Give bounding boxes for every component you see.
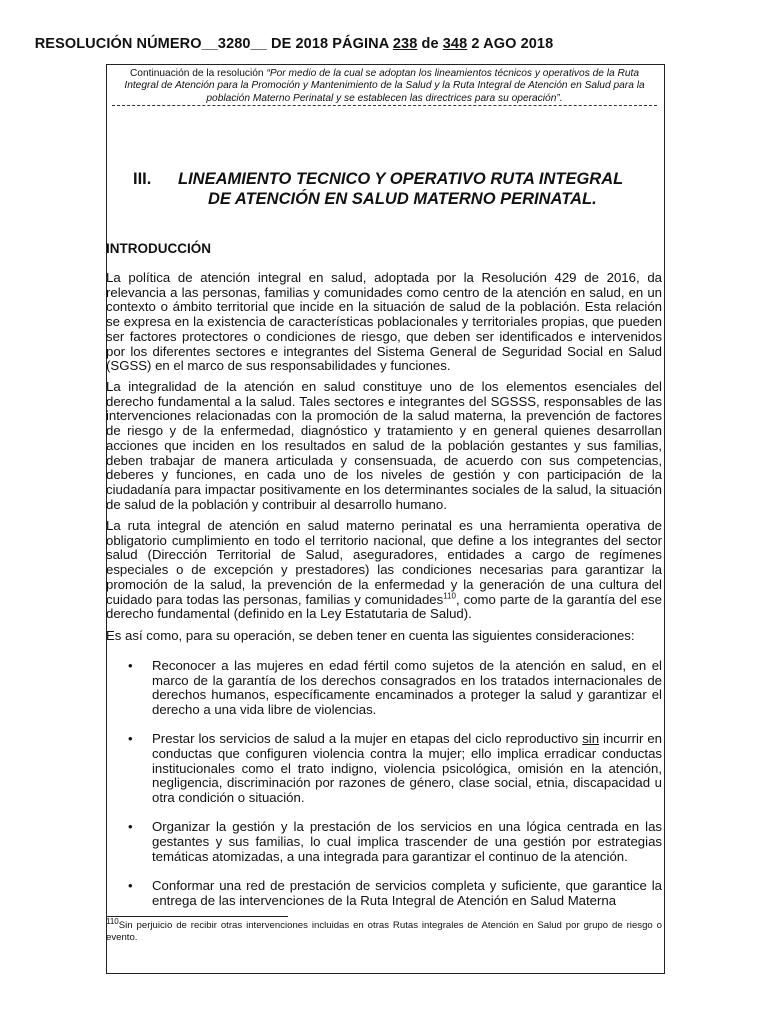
paragraph-3 (106, 519, 662, 622)
resolution-header (0, 36, 588, 52)
section-title-line-1: LINEAMIENTO TECNICO Y OPERATIVO RUTA INTEGRAL (178, 170, 624, 188)
total-pages: 348 (442, 36, 468, 52)
bullet-icon: • (128, 731, 133, 747)
list-item (106, 659, 662, 718)
header-date: 2 AGO 2018 (467, 36, 554, 52)
list-item-text: Prestar los servicios de salud a la mujer en etapas del ciclo reproductivo (152, 731, 583, 747)
footnote (106, 916, 662, 944)
list-item (106, 732, 662, 806)
considerations-list (106, 659, 662, 923)
bullet-icon: • (128, 877, 133, 893)
list-item-text: Reconocer a las mujeres en edad fértil como sujetos de la atención en salud, en el marco de la garantía de los derechos consagrados en los tratados internacionales de derechos humanos, específicamente encaminados a proteger la salud y garantizar el derecho a una vida libre de violencias. (152, 658, 662, 718)
paragraph-text: La ruta integral de atención en salud materno perinatal es una herramienta operativa de obligatorio cumplimiento en todo el territorio nacional, que define a los integrantes del sector salud (Dirección Territorial de Salud, aseguradores, entidades a cargo de regímenes especiales o de excepción y prestadores) las condiciones necesarias para garantizar la promoción de la salud, la prevención de la enfermedad y la generación de una cultura del cuidado para todas las personas, familias y comunidades (106, 518, 662, 607)
bullet-icon: • (128, 819, 133, 835)
underlined-word: sin (582, 731, 600, 747)
continuation-note (112, 68, 657, 105)
footnote-number: 110 (106, 916, 119, 926)
paragraph-text: La política de atención integral en salud, adoptada por la Resolución 429 de 2016, da relevancia a las personas, familias y comunidades como centro de la atención en salud, en un contexto o ámbito territorial que incide en la situación de salud de la población. Esta relación se expresa en la existencia de características poblacionales y territoriales propias, que pueden ser factores protectores o condiciones de riesgo, que deben ser identificados e intervenidos por los diferentes sectores e integrantes del Sistema General de Seguridad Social en Salud (SGSS) en el marco de sus responsabilidades y funciones. (106, 270, 662, 374)
list-item (106, 820, 662, 864)
header-text: RESOLUCIÓN NÚMERO__3280__ DE 2018 PÁGINA (34, 36, 393, 52)
section-number: III. (133, 170, 152, 188)
list-item-text: Conformar una red de prestación de servicios completa y suficiente, que garantice la entrega de las intervenciones de la Ruta Integral de Atención en Salud Materna (152, 877, 662, 908)
header-text-of: de (417, 36, 443, 52)
continuation-quote: “Por medio de la cual se adoptan los lineamientos técnicos y operativos de la Ruta Integral de Atención para la Promoción y Mantenimiento de la Salud y la Ruta Integral de Atención en Salud para la población Materno Perinatal y se establecen las directrices para su operación”. (124, 68, 645, 104)
dashed-divider (112, 105, 657, 106)
footnote-reference[interactable]: 110 (443, 591, 456, 601)
paragraph-text: La integralidad de la atención en salud constituye uno de los elementos esenciales del derecho fundamental a la salud. Tales sectores e integrantes del SGSSS, responsables de las intervenciones relacionadas con la promoción de la salud materna, la prevención de factores de riesgo y de la enfermedad, diagnóstico y tratamiento y en general quienes desarrollan acciones que inciden en los resultados en salud de la población gestantes y sus familias, deben trabajar de manera articulada y consensuada, de acuerdo con sus competencias, deberes y funciones, en cada uno de los niveles de gestión y con participación de la ciudadanía para impactar positivamente en los determinantes sociales de la salud, la situación de salud de la población y contribuir al desarrollo humano. (106, 379, 662, 512)
continuation-lead: Continuación de la resolución (129, 68, 267, 79)
intro-heading: INTRODUCCIÓN (106, 241, 211, 256)
paragraph-text: Es así como, para su operación, se deben tener en cuenta las siguientes consideraciones: (106, 628, 635, 643)
paragraph-4 (106, 629, 662, 644)
footnote-text: Sin perjuicio de recibir otras intervenciones incluidas en otras Rutas integrales de Atención en Salud por grupo de riesgo o evento. (106, 920, 662, 943)
list-item-text-tail: incurrir en conductas que configuren violencia contra la mujer; ello implica erradicar conductas institucionales como el trato indigno, violencia psicológica, omisión en la atención, negligencia, discriminación por razones de género, clase social, etnia, discapacidad u otra condición o situación. (152, 731, 663, 806)
section-title-line-2: DE ATENCIÓN EN SALUD MATERNO PERINATAL. (208, 190, 597, 208)
paragraph-1 (106, 271, 662, 374)
bullet-icon: • (128, 658, 133, 673)
page-number: 238 (392, 36, 418, 52)
list-item-text: Organizar la gestión y la prestación de los servicios en una lógica centrada en las gestantes y sus familias, lo cual implica trascender de una gestión por estrategias temáticas atomizadas, a una integrada para garantizar el continuo de la atención. (152, 819, 662, 864)
list-item (106, 879, 662, 908)
paragraph-text-tail: , como parte de la garantía del ese derecho fundamental (definido en la Ley Estatutaria de Salud). (106, 591, 662, 622)
footnote-divider (106, 916, 288, 917)
paragraph-2 (106, 380, 662, 512)
